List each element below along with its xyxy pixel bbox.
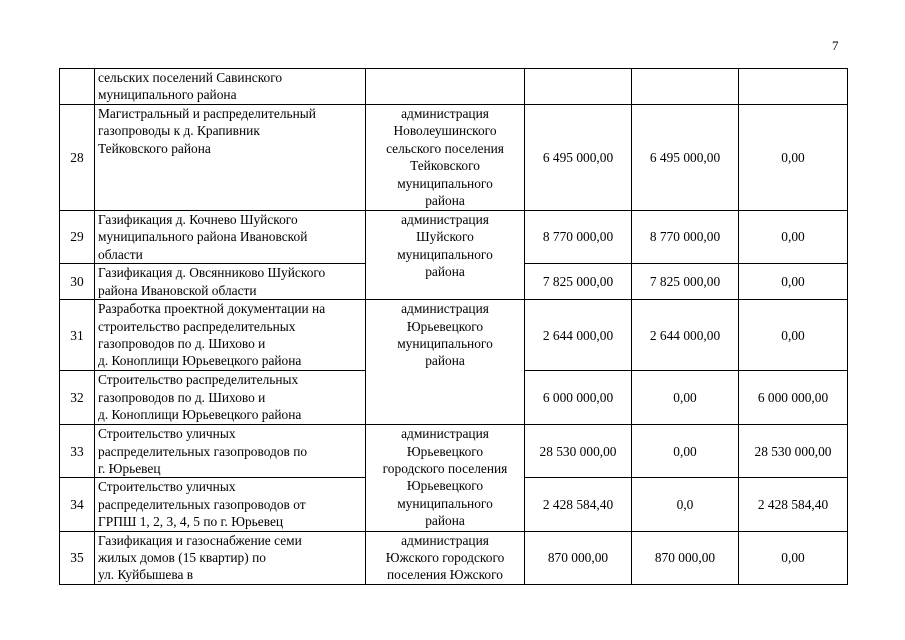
amount-col3: 0,00 xyxy=(739,211,848,264)
amount-total: 28 530 000,00 xyxy=(525,425,632,478)
row-number: 33 xyxy=(60,425,95,478)
row-number: 29 xyxy=(60,211,95,264)
row-number: 32 xyxy=(60,371,95,425)
responsible-org: администрация Юрьевецкого городского поселения Юрьевецкого муниципального района xyxy=(366,425,525,531)
amount-total: 8 770 000,00 xyxy=(525,211,632,264)
amount-total: 2 644 000,00 xyxy=(525,300,632,371)
row-number: 34 xyxy=(60,478,95,531)
row-number: 28 xyxy=(60,105,95,211)
page-number: 7 xyxy=(832,38,839,53)
amount-col2: 2 644 000,00 xyxy=(632,300,739,371)
amount-col2: 870 000,00 xyxy=(632,531,739,584)
amount-col3: 28 530 000,00 xyxy=(739,425,848,478)
amount-col3: 0,00 xyxy=(739,264,848,300)
table-row xyxy=(60,531,848,584)
amount-total: 2 428 584,40 xyxy=(525,478,632,531)
amount-total xyxy=(525,69,632,105)
object-name: Газификация и газоснабжение семи жилых домов (15 квартир) по ул. Куйбышева в xyxy=(95,531,366,584)
amount-col2: 0,00 xyxy=(632,371,739,425)
object-name: Строительство уличных распределительных газопроводов по г. Юрьевец xyxy=(95,425,366,478)
responsible-org: администрация Юрьевецкого муниципального района xyxy=(366,300,525,425)
responsible-org: администрация Шуйского муниципального района xyxy=(366,211,525,300)
amount-col2: 7 825 000,00 xyxy=(632,264,739,300)
table-row xyxy=(60,425,848,478)
amount-total: 6 000 000,00 xyxy=(525,371,632,425)
table-row xyxy=(60,105,848,211)
amount-col3: 0,00 xyxy=(739,300,848,371)
responsible-org: администрация Новолеушинского сельского поселения Тейковского муниципального района xyxy=(366,105,525,211)
amount-col2: 0,0 xyxy=(632,478,739,531)
responsible-org: администрация Южского городского поселения Южского xyxy=(366,531,525,584)
object-name: Газификация д. Кочнево Шуйского муниципального района Ивановской области xyxy=(95,211,366,264)
responsible-org xyxy=(366,69,525,105)
row-number xyxy=(60,69,95,105)
row-number: 31 xyxy=(60,300,95,371)
amount-col3: 2 428 584,40 xyxy=(739,478,848,531)
amount-col3: 6 000 000,00 xyxy=(739,371,848,425)
object-name: Разработка проектной документации на строительство распределительных газопроводов по д. Шихово и д. Коноплищи Юрьевецкого района xyxy=(95,300,366,371)
amount-col2 xyxy=(632,69,739,105)
amount-col3: 0,00 xyxy=(739,105,848,211)
table-row xyxy=(60,69,848,105)
row-number: 30 xyxy=(60,264,95,300)
funding-table xyxy=(59,68,848,585)
table-row xyxy=(60,300,848,371)
amount-total: 6 495 000,00 xyxy=(525,105,632,211)
amount-col3 xyxy=(739,69,848,105)
row-number: 35 xyxy=(60,531,95,584)
amount-total: 7 825 000,00 xyxy=(525,264,632,300)
amount-col2: 0,00 xyxy=(632,425,739,478)
object-name: Строительство распределительных газопроводов по д. Шихово и д. Коноплищи Юрьевецкого района xyxy=(95,371,366,425)
object-name: Магистральный и распределительный газопроводы к д. Крапивник Тейковского района xyxy=(95,105,366,211)
object-name: Строительство уличных распределительных газопроводов от ГРПШ 1, 2, 3, 4, 5 по г. Юрьевец xyxy=(95,478,366,531)
amount-total: 870 000,00 xyxy=(525,531,632,584)
object-name: сельских поселений Савинского муниципального района xyxy=(95,69,366,105)
table-row xyxy=(60,211,848,264)
amount-col2: 8 770 000,00 xyxy=(632,211,739,264)
amount-col2: 6 495 000,00 xyxy=(632,105,739,211)
amount-col3: 0,00 xyxy=(739,531,848,584)
object-name: Газификация д. Овсянниково Шуйского района Ивановской области xyxy=(95,264,366,300)
